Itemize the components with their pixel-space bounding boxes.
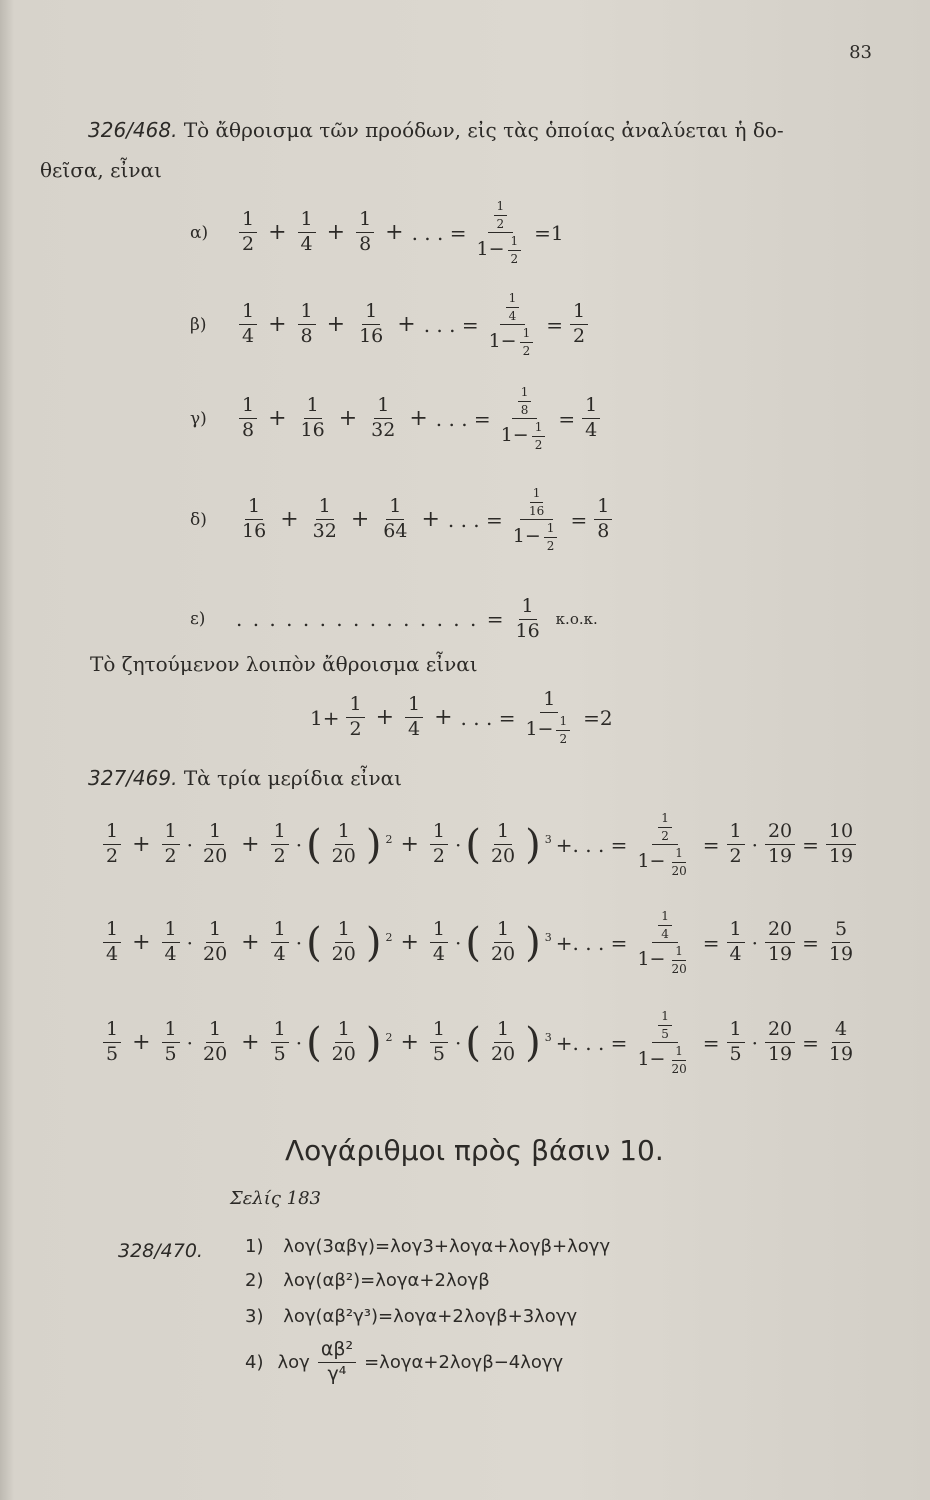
paren: ) bbox=[365, 919, 382, 966]
plus-sign: + bbox=[132, 832, 151, 858]
paren: ) bbox=[525, 1019, 541, 1066]
paren: ) bbox=[525, 821, 541, 868]
fraction: $\frac{1}{16}$ bbox=[528, 486, 545, 518]
fraction: 1 16 bbox=[242, 495, 267, 543]
fraction: $\frac{1}{2}$ bbox=[520, 327, 534, 357]
dot: · bbox=[295, 832, 303, 857]
fraction: 1 20 bbox=[331, 918, 356, 966]
series-1 bbox=[190, 200, 564, 265]
series-label: α) bbox=[190, 222, 209, 243]
fraction: $\frac{1}{5}$ bbox=[727, 1020, 745, 1065]
fraction: 1 5 bbox=[103, 1020, 121, 1065]
dot: · bbox=[751, 930, 758, 955]
fraction: 1 8 bbox=[239, 396, 257, 441]
fraction: $\frac{1}{2}$ bbox=[544, 522, 558, 552]
equals-sign: = bbox=[702, 832, 720, 857]
plus-sign: + bbox=[280, 507, 299, 533]
item-label: 3) bbox=[245, 1306, 264, 1327]
series-result: =1 bbox=[534, 220, 564, 245]
series-3 bbox=[190, 386, 603, 451]
fraction: 1 4 bbox=[103, 920, 121, 965]
fraction: 1 20 bbox=[331, 820, 356, 868]
paren: ) bbox=[365, 821, 382, 868]
item-label: 2) bbox=[245, 1270, 264, 1291]
equals-sign: = bbox=[570, 507, 588, 532]
ellipsis-dots: . . . . . . . . . . . . . . . = bbox=[236, 607, 506, 632]
problem-number: 328/470. bbox=[118, 1240, 203, 1262]
series-2 bbox=[190, 292, 591, 357]
ellipsis: +. . . = bbox=[555, 930, 628, 955]
exponent: 2 bbox=[385, 1031, 393, 1045]
item-formula: λογ(αβ²γ³)=λογα+2λογβ+3λογγ bbox=[283, 1306, 578, 1327]
fraction: $\frac{1}{4}$ bbox=[658, 910, 672, 940]
problem-text: Τὸ ἄθροισμα τῶν προόδων, εἰς τὰς ὁποίας ἀναλύεται ἡ δο- bbox=[183, 118, 784, 142]
ellipsis: . . . = bbox=[423, 312, 479, 337]
dot: · bbox=[455, 832, 462, 857]
paren: ( bbox=[465, 919, 481, 966]
plus-sign: + bbox=[338, 406, 358, 432]
log-item-2 bbox=[245, 1270, 490, 1291]
ellipsis: . . . = bbox=[411, 220, 467, 245]
problem-326-intro bbox=[88, 118, 784, 142]
fraction: $\frac{1}{5}$ bbox=[271, 1020, 289, 1065]
series-epsilon bbox=[190, 597, 598, 642]
paren: ) bbox=[525, 919, 541, 966]
fraction: $\frac{1}{20}$ bbox=[671, 846, 687, 878]
problem-326-intro-cont: θεῖσα, εἶναι bbox=[40, 158, 162, 182]
fraction: $\frac{1}{2}$ bbox=[532, 421, 546, 451]
plus-sign: + bbox=[421, 507, 440, 533]
dot: · bbox=[455, 930, 462, 955]
total-sum-equation: 1+ $\frac{1}{2}$ + $\frac{1}{4}$ + . . . = 1 1− $\frac{1}{2}$ =2 bbox=[310, 688, 613, 746]
fraction: $\frac{1}{5}$ bbox=[658, 1010, 672, 1040]
paren: ) bbox=[365, 1019, 382, 1066]
plus-sign: + bbox=[268, 220, 287, 246]
plus-sign: + bbox=[326, 220, 346, 246]
fraction: $\frac{1}{2}$ bbox=[271, 822, 289, 867]
dot: · bbox=[186, 832, 193, 857]
fraction: $\frac{1}{4}$ bbox=[727, 920, 745, 965]
fraction: $\frac{1}{2}$ bbox=[162, 822, 180, 867]
fraction: 1 4 bbox=[239, 302, 257, 347]
plus-sign: + bbox=[241, 930, 260, 956]
fraction: $\frac{1}{4}$ bbox=[271, 920, 289, 965]
fraction: $\frac{1}{20}$ bbox=[671, 1044, 687, 1076]
problem-number: 327/469. bbox=[88, 766, 178, 790]
paren: ( bbox=[306, 919, 322, 966]
paren: ( bbox=[465, 1019, 481, 1066]
fraction: $\frac{1}{8}$ 1− $\frac{1}{2}$ bbox=[498, 386, 552, 451]
plus-sign: + bbox=[397, 312, 416, 338]
fraction: $\frac{1}{5}$ 1− $\frac{1}{20}$ bbox=[634, 1010, 695, 1075]
share-row-1 bbox=[100, 812, 859, 877]
fraction: $\frac{1}{2}$ bbox=[508, 235, 522, 265]
item-prefix: λογ bbox=[277, 1351, 310, 1373]
fraction: $\frac{1}{16}$ bbox=[515, 595, 540, 642]
fraction: 1 20 bbox=[490, 918, 516, 966]
sum-text: Τὸ ζητούμενον λοιπὸν ἄθροισμα εἶναι bbox=[90, 652, 478, 676]
log-item-1 bbox=[245, 1236, 610, 1257]
series-label: β) bbox=[190, 314, 207, 335]
series-label: ε) bbox=[190, 609, 206, 630]
exponent: 3 bbox=[544, 833, 552, 847]
fraction: $\frac{1}{64}$ bbox=[383, 495, 408, 543]
fraction: $\frac{1}{2}$ bbox=[430, 822, 448, 867]
fraction: 1 20 bbox=[202, 820, 228, 868]
equals-sign: = bbox=[546, 312, 564, 337]
fraction: $\frac{1}{16}$ bbox=[359, 300, 384, 348]
equals-sign: = bbox=[802, 832, 819, 857]
share-row-2 bbox=[100, 910, 859, 975]
fraction: $\frac{1}{32}$ bbox=[371, 394, 396, 442]
fraction: $\frac{1}{16}$ bbox=[300, 394, 325, 442]
paren: ( bbox=[465, 821, 481, 868]
plus-sign: + bbox=[409, 406, 428, 432]
ellipsis: +. . . = bbox=[555, 832, 628, 857]
equals-sign: = bbox=[802, 930, 819, 955]
fraction: 1 20 bbox=[490, 1018, 516, 1066]
fraction: 1 2 bbox=[103, 822, 121, 867]
fraction: $\frac{1}{4}$ 1− $\frac{1}{20}$ bbox=[634, 910, 695, 975]
item-formula: λογ(3αβγ)=λογ3+λογα+λογβ+λογγ bbox=[283, 1236, 611, 1257]
dot: · bbox=[455, 1030, 462, 1055]
exponent: 3 bbox=[544, 931, 552, 945]
item-label: 4) bbox=[245, 1351, 264, 1373]
problem-number: 326/468. bbox=[88, 118, 178, 142]
exponent: 2 bbox=[385, 833, 393, 847]
sum-result: =2 bbox=[583, 705, 613, 730]
dot: · bbox=[295, 1030, 303, 1055]
plus-sign: + bbox=[132, 930, 151, 956]
equals-sign: = bbox=[802, 1030, 819, 1055]
problem-text: Τὰ τρία μερίδια εἶναι bbox=[183, 766, 402, 790]
dot: · bbox=[751, 832, 758, 857]
series-label: γ) bbox=[190, 408, 207, 429]
item-formula: =λογα+2λογβ−4λογγ bbox=[364, 1351, 564, 1373]
fraction: $\frac{20}{19}$ bbox=[765, 822, 795, 867]
fraction: 1 20 bbox=[490, 820, 516, 868]
plus-sign: + bbox=[400, 832, 419, 858]
fraction: $\frac{1}{8}$ bbox=[298, 302, 316, 347]
fraction: $\frac{1}{2}$ bbox=[727, 822, 745, 867]
fraction: 1 20 bbox=[202, 1018, 228, 1066]
item-label: 1) bbox=[245, 1236, 264, 1257]
plus-sign: + bbox=[385, 220, 404, 246]
fraction: $\frac{\text{αβ²}}{\text{γ⁴}}$ bbox=[318, 1340, 356, 1385]
plus-sign: + bbox=[350, 507, 370, 533]
plus-sign: + bbox=[268, 406, 287, 432]
plus-sign: + bbox=[400, 1030, 419, 1056]
problem-327-intro bbox=[88, 766, 402, 790]
fraction: $\frac{1}{32}$ bbox=[312, 495, 337, 543]
plus-sign: + bbox=[268, 312, 287, 338]
fraction: $\frac{1}{4}$ bbox=[506, 292, 520, 322]
dot: · bbox=[751, 1030, 758, 1055]
fraction: $\frac{1}{16}$ 1− $\frac{1}{2}$ bbox=[510, 487, 564, 552]
equals-sign: = bbox=[558, 406, 576, 431]
fraction: $\frac{1}{2}$ bbox=[570, 302, 588, 347]
ellipsis: . . . = bbox=[447, 507, 503, 532]
fraction: 1 20 bbox=[331, 1018, 356, 1066]
fraction: $\frac{1}{5}$ bbox=[162, 1020, 180, 1065]
plus-sign: + bbox=[326, 312, 346, 338]
paren: ( bbox=[306, 821, 322, 868]
section-heading: Λογάριθμοι πρὸς βάσιν 10. bbox=[285, 1134, 664, 1167]
fraction: $\frac{20}{19}$ bbox=[765, 1020, 795, 1065]
ellipsis: +. . . = bbox=[555, 1030, 628, 1055]
paren: ( bbox=[306, 1019, 322, 1066]
fraction: 1 2 bbox=[239, 210, 257, 255]
dot: · bbox=[186, 1030, 193, 1055]
series-4 bbox=[190, 487, 615, 552]
log-item-4 bbox=[245, 1340, 563, 1385]
plus-sign: + bbox=[400, 930, 419, 956]
fraction: 1 20 bbox=[202, 918, 228, 966]
fraction: $\frac{1}{4}$ 1− $\frac{1}{2}$ bbox=[486, 292, 540, 357]
fraction: $\frac{10}{19}$ bbox=[826, 822, 856, 867]
fraction: $\frac{1}{2}$ 1− $\frac{1}{20}$ bbox=[634, 812, 695, 877]
page-number: 83 bbox=[849, 42, 872, 63]
fraction: $\frac{1}{8}$ bbox=[594, 497, 612, 542]
section-page-ref: Σελίς 183 bbox=[230, 1188, 322, 1209]
item-formula: λογ(αβ²)=λογα+2λογβ bbox=[283, 1270, 490, 1291]
fraction: $\frac{4}{19}$ bbox=[828, 1018, 854, 1066]
log-item-3 bbox=[245, 1306, 577, 1327]
exponent: 2 bbox=[385, 931, 393, 945]
dot: · bbox=[186, 930, 193, 955]
fraction: $\frac{1}{4}$ bbox=[162, 920, 180, 965]
fraction: $\frac{1}{8}$ bbox=[518, 386, 532, 416]
fraction: $\frac{1}{4}$ bbox=[298, 210, 316, 255]
fraction: $\frac{1}{4}$ bbox=[582, 396, 600, 441]
fraction: $\frac{5}{19}$ bbox=[828, 918, 854, 966]
fraction: $\frac{1}{8}$ bbox=[356, 210, 374, 255]
etc-text: κ.ο.κ. bbox=[555, 610, 598, 629]
dot: · bbox=[295, 930, 303, 955]
share-row-3 bbox=[100, 1010, 859, 1075]
series-label: δ) bbox=[190, 509, 207, 530]
plus-sign: + bbox=[241, 1030, 260, 1056]
fraction: $\frac{20}{19}$ bbox=[765, 920, 795, 965]
exponent: 3 bbox=[544, 1031, 552, 1045]
fraction: $\frac{1}{20}$ bbox=[671, 944, 687, 976]
fraction: $\frac{1}{5}$ bbox=[430, 1020, 448, 1065]
fraction: $\frac{1}{2}$ bbox=[494, 200, 508, 230]
equals-sign: = bbox=[702, 930, 720, 955]
ellipsis: . . . = bbox=[435, 406, 491, 431]
plus-sign: + bbox=[241, 832, 260, 858]
fraction: $\frac{1}{2}$ bbox=[658, 812, 672, 842]
equals-sign: = bbox=[702, 1030, 720, 1055]
plus-sign: + bbox=[132, 1030, 151, 1056]
fraction: $\frac{1}{2}$ 1− $\frac{1}{2}$ bbox=[474, 200, 528, 265]
fraction: $\frac{1}{4}$ bbox=[430, 920, 448, 965]
